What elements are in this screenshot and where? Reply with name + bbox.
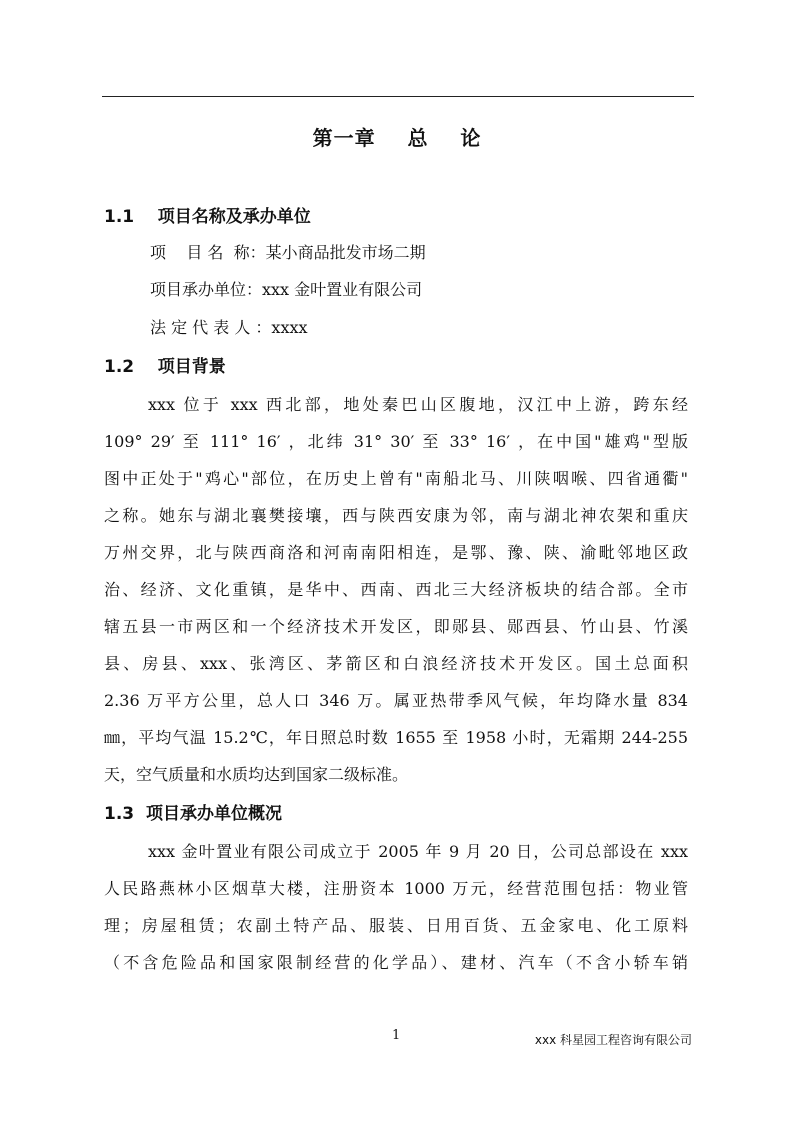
chapter-title: 第一章 总 论 — [312, 126, 482, 150]
background-paragraph-line: 2.36 万平方公里，总人口 346 万。属亚热带季风气候，年均降水量 834 — [104, 691, 688, 710]
legal-representative-line: 法 定 代 表 人 ：xxxx — [150, 318, 308, 337]
background-paragraph-line: 治、经济、文化重镇，是华中、西南、西北三大经济板块的结合部。全市 — [104, 580, 688, 599]
background-paragraph-line: ㎜，平均气温 15.2℃，年日照总时数 1655 至 1958 小时，无霜期 244-255 — [104, 728, 688, 747]
company-overview-line: 理；房屋租赁；农副土特产品、服装、日用百货、五金家电、化工原料 — [104, 916, 688, 935]
project-sponsor-line: 项目承办单位：xxx 金叶置业有限公司 — [150, 280, 423, 299]
company-overview-line: 人民路燕林小区烟草大楼，注册资本 1000 万元，经营范围包括：物业管 — [104, 879, 688, 898]
page-number: 1 — [392, 1028, 401, 1043]
project-name-line: 项 目 名 称：某小商品批发市场二期 — [150, 243, 426, 262]
background-paragraph-line: 109° 29′ 至 111° 16′ ，北纬 31° 30′ 至 33° 16′ ，在中国"雄鸡"型版 — [104, 432, 688, 451]
background-paragraph-line: 辖五县一市两区和一个经济技术开发区，即郧县、郧西县、竹山县、竹溪 — [104, 617, 688, 636]
company-overview-line: xxx 金叶置业有限公司成立于 2005 年 9 月 20 日，公司总部设在 xxx — [148, 842, 688, 861]
background-paragraph-line: 图中正处于"鸡心"部位，在历史上曾有"南船北马、川陕咽喉、四省通衢" — [104, 469, 688, 488]
section-heading-1-2: 1.2 项目背景 — [104, 357, 226, 377]
background-paragraph-line: 万州交界，北与陕西商洛和河南南阳相连，是鄂、豫、陕、渝毗邻地区政 — [104, 543, 688, 562]
header-rule — [102, 96, 694, 97]
company-overview-line: （不含危险品和国家限制经营的化学品）、建材、汽车（不含小轿车销 — [104, 953, 688, 972]
background-paragraph-line: 之称。她东与湖北襄樊接壤，西与陕西安康为邻，南与湖北神农架和重庆 — [104, 506, 688, 525]
background-paragraph-line: 县、房县、xxx、张湾区、茅箭区和白浪经济技术开发区。国土总面积 — [104, 654, 688, 673]
section-heading-1-1: 1.1 项目名称及承办单位 — [104, 207, 311, 227]
footer-company-name: xxx 科星园工程咨询有限公司 — [534, 1033, 692, 1047]
background-paragraph-line: 天，空气质量和水质均达到国家二级标准。 — [104, 765, 409, 784]
section-heading-1-3: 1.3 项目承办单位概况 — [104, 804, 282, 824]
background-paragraph-line: xxx 位于 xxx 西北部，地处秦巴山区腹地，汉江中上游，跨东经 — [148, 395, 688, 414]
